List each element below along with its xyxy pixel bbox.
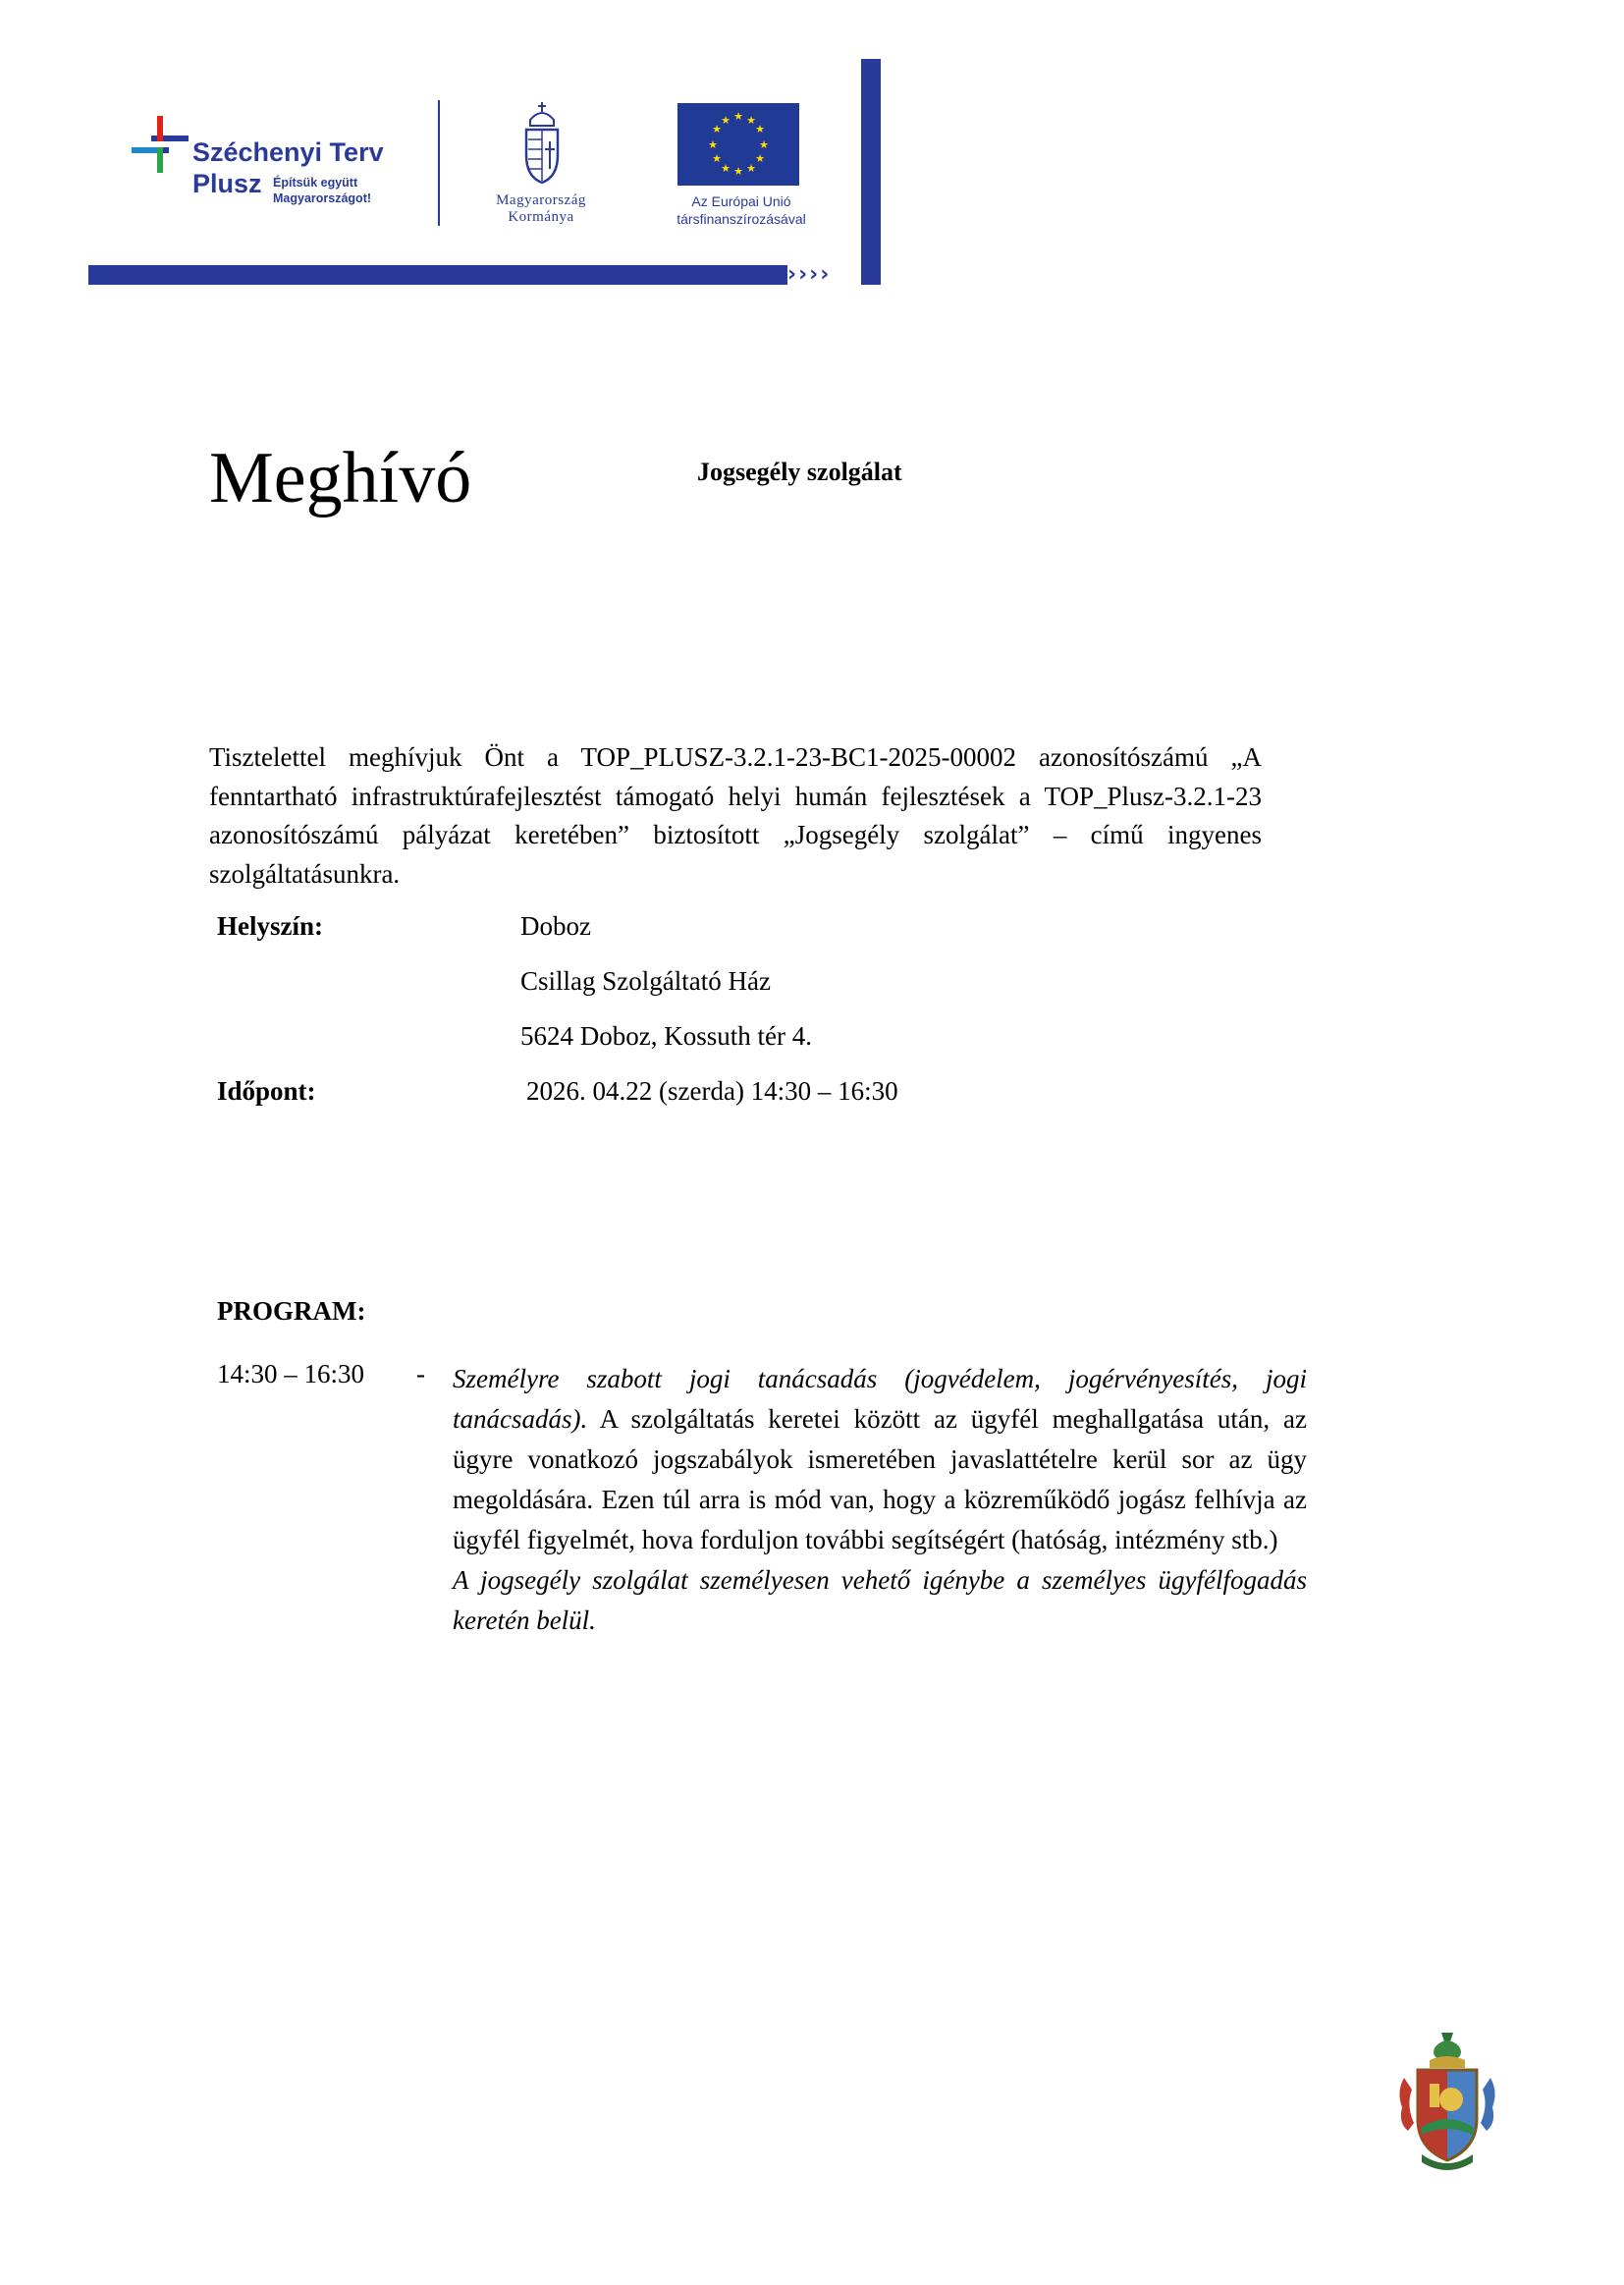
szechenyi-slogan	[273, 175, 371, 206]
eu-line-1: Az Európai Unió	[691, 193, 791, 209]
program-details: A szolgáltatás keretei között az ügyfél meghallgatása után, az ügyre vonatkozó jogszabályok ismeretében javaslattételre kerül sor az ügy megoldására. Ezen túl arra is mód van, hogy a közreműködő jogász felhívja az ügyfél figyelmét, hova forduljon további segítségért (hatóság, intézmény stb.)	[453, 1404, 1307, 1554]
logo-divider	[438, 100, 440, 226]
svg-text:★: ★	[712, 152, 722, 165]
slogan-line-2: Magyarországot!	[273, 191, 372, 205]
service-title: Jogsegély szolgálat	[697, 458, 902, 486]
chevrons-down-icon: › › ›	[855, 188, 881, 229]
svg-text:★: ★	[721, 114, 731, 127]
location-line-3: 5624 Doboz, Kossuth tér 4.	[520, 1021, 812, 1051]
government-text	[467, 192, 615, 226]
szechenyi-plus-logo-icon	[132, 116, 190, 175]
program-title: Személyre szabott jogi tanácsadás (jogvédelem, jogérvényesítés, jogi tanácsadás).	[453, 1364, 1307, 1434]
svg-text:★: ★	[746, 162, 756, 175]
eu-line-2: társfinanszírozásával	[677, 211, 806, 227]
svg-text:★: ★	[708, 138, 718, 151]
svg-text:★: ★	[755, 152, 765, 165]
svg-text:★: ★	[733, 165, 743, 178]
svg-text:★: ★	[733, 110, 743, 123]
location-label: Helyszín:	[217, 911, 323, 941]
eu-text	[638, 192, 844, 228]
government-line-1: Magyarország	[496, 192, 586, 208]
svg-text:★: ★	[712, 123, 722, 136]
intro-paragraph: Tisztelettel meghívjuk Önt a TOP_PLUSZ-3.2.1-23-BC1-2025-00002 azonosítószámú „A fenntartható infrastruktúrafejlesztést támogató helyi humán fejlesztések a TOP_Plusz-3.2.1-23 azonosítószámú pályázat keretében” biztosított „Jogsegély szolgálat” – című ingyenes szolgáltatásunkra.	[209, 742, 1262, 889]
time-label: Időpont:	[217, 1076, 316, 1106]
svg-text:★: ★	[755, 123, 765, 136]
svg-text:★: ★	[721, 162, 731, 175]
hungarian-coat-of-arms-icon	[520, 98, 564, 185]
header-banner	[88, 59, 893, 291]
program-description	[453, 1359, 1307, 1641]
svg-text:★: ★	[759, 138, 769, 151]
svg-text:★: ★	[746, 114, 756, 127]
banner-vertical-bar	[855, 59, 881, 285]
chevrons-right-icon: › › › ›	[787, 262, 830, 287]
time-value: 2026. 04.22 (szerda) 14:30 – 16:30	[526, 1076, 898, 1106]
szechenyi-title: Széchenyi Terv	[192, 137, 384, 167]
government-line-2: Kormánya	[508, 209, 574, 225]
slogan-line-1: Építsük együtt	[273, 176, 358, 190]
program-heading: PROGRAM:	[217, 1296, 366, 1326]
program-note: A jogsegély szolgálat személyesen vehető igénybe a személyes ügyfélfogadás keretén belül.	[453, 1565, 1307, 1635]
banner-horizontal-bar	[88, 265, 787, 285]
program-time: 14:30 – 16:30	[217, 1359, 365, 1388]
szechenyi-plus: Plusz	[192, 169, 262, 198]
eu-flag-icon	[677, 103, 799, 186]
program-dash: -	[416, 1359, 425, 1388]
doboz-coat-of-arms-icon	[1392, 2029, 1502, 2178]
location-line-1: Doboz	[520, 911, 591, 941]
document-title: Meghívó	[209, 438, 472, 518]
location-line-2: Csillag Szolgáltató Ház	[520, 966, 771, 996]
